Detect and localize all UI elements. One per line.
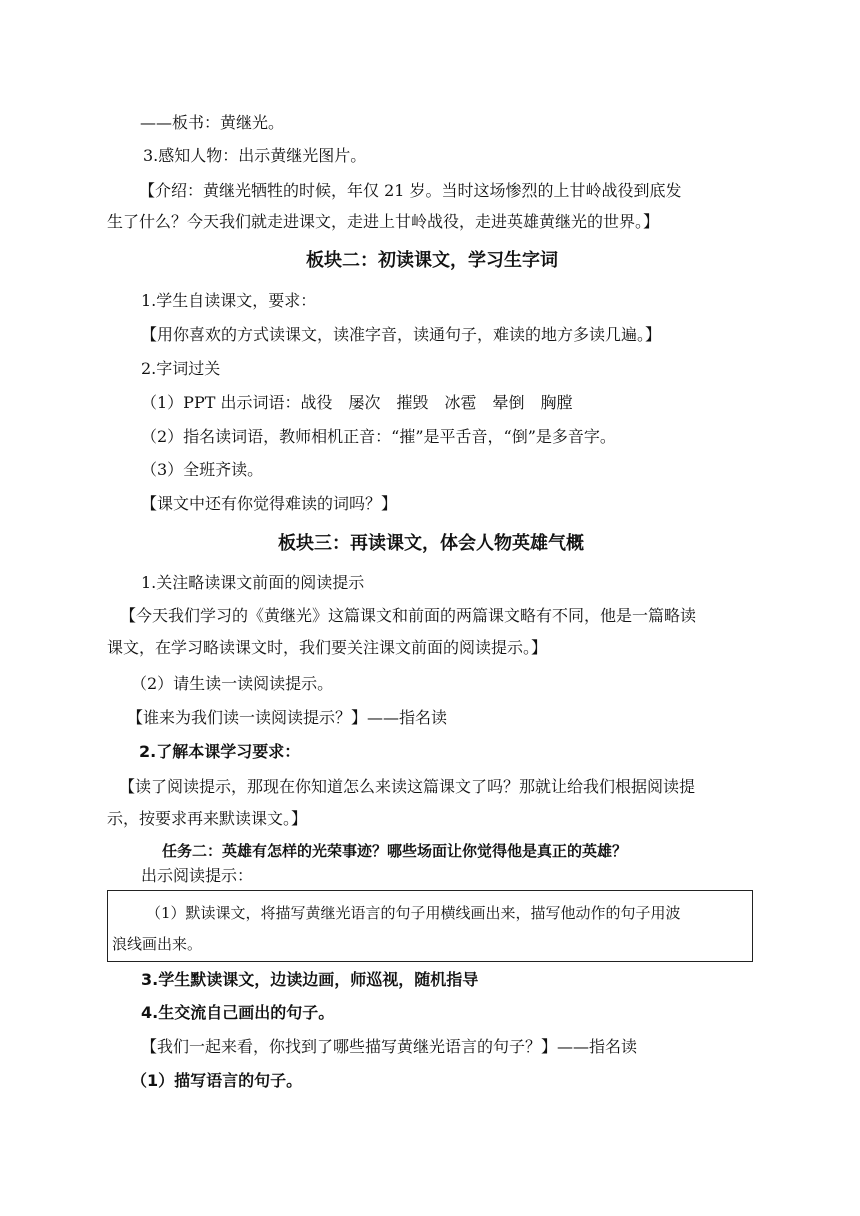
tips-explain-1: 【今天我们学习的《黄继光》这篇课文和前面的两篇课文略有不同，他是一篇略读 bbox=[120, 606, 697, 625]
section-heading-2: 板块二：初读课文，学习生字词 bbox=[306, 250, 558, 271]
task-two-heading: 任务二：英雄有怎样的光荣事迹？哪些场面让你觉得他是真正的英雄？ bbox=[162, 842, 628, 860]
find-sentences-question: 【我们一起来看，你找到了哪些描写黄继光语言的句子？】——指名读 bbox=[141, 1037, 638, 1056]
intro-line-1: 【介绍：黄继光牺牲的时候，年仅 21 岁。当时这场惨烈的上甘岭战役到底发 bbox=[139, 181, 682, 200]
hard-words-question: 【课文中还有你觉得难读的词吗？】 bbox=[141, 494, 398, 513]
step-silent-read: 3.学生默读课文，边读边画，师巡视，随机指导 bbox=[141, 970, 479, 989]
requirements-1: 【读了阅读提示，那现在你知道怎么来读这篇课文了吗？那就让给我们根据阅读提 bbox=[119, 777, 696, 796]
show-tips: 出示阅读提示： bbox=[141, 866, 254, 885]
tips-box-line-1: （1）默读课文，将描写黄继光语言的句子用横线画出来，描写他动作的句子用波 bbox=[146, 904, 681, 922]
step-share: 4.生交流自己画出的句子。 bbox=[141, 1003, 335, 1022]
words-correction: （2）指名读词语，教师相机正音：“摧”是平舌音，“倒”是多音字。 bbox=[141, 427, 616, 446]
words-list: （1）PPT 出示词语：战役 屡次 摧毁 冰雹 晕倒 胸膛 bbox=[141, 393, 573, 412]
step-reading-tips: 1.关注略读课文前面的阅读提示 bbox=[141, 573, 365, 592]
read-tips-aloud: （2）请生读一读阅读提示。 bbox=[131, 674, 334, 693]
tips-explain-2: 课文，在学习略读课文时，我们要关注课文前面的阅读提示。】 bbox=[107, 638, 548, 657]
tips-box-line-2: 浪线画出来。 bbox=[112, 935, 203, 953]
step-self-read: 1.学生自读课文，要求： bbox=[141, 291, 317, 310]
intro-line-2: 生了什么？今天我们就走进课文，走进上甘岭战役，走进英雄黄继光的世界。】 bbox=[107, 212, 660, 231]
reading-tips-box bbox=[107, 890, 753, 962]
language-sentences: （1）描写语言的句子。 bbox=[131, 1071, 303, 1090]
step-requirements: 2.了解本课学习要求： bbox=[139, 742, 301, 761]
board-note: ——板书：黄继光。 bbox=[140, 113, 285, 132]
who-reads: 【谁来为我们读一读阅读提示？】——指名读 bbox=[127, 708, 448, 727]
class-read: （3）全班齐读。 bbox=[141, 460, 264, 479]
step-perceive: 3.感知人物：出示黄继光图片。 bbox=[143, 146, 367, 165]
read-requirement: 【用你喜欢的方式读课文，读准字音，读通句子，难读的地方多读几遍。】 bbox=[141, 325, 662, 344]
section-heading-3: 板块三：再读课文，体会人物英雄气概 bbox=[278, 533, 584, 554]
step-words: 2.字词过关 bbox=[141, 359, 221, 378]
requirements-2: 示，按要求再来默读课文。】 bbox=[107, 809, 308, 828]
